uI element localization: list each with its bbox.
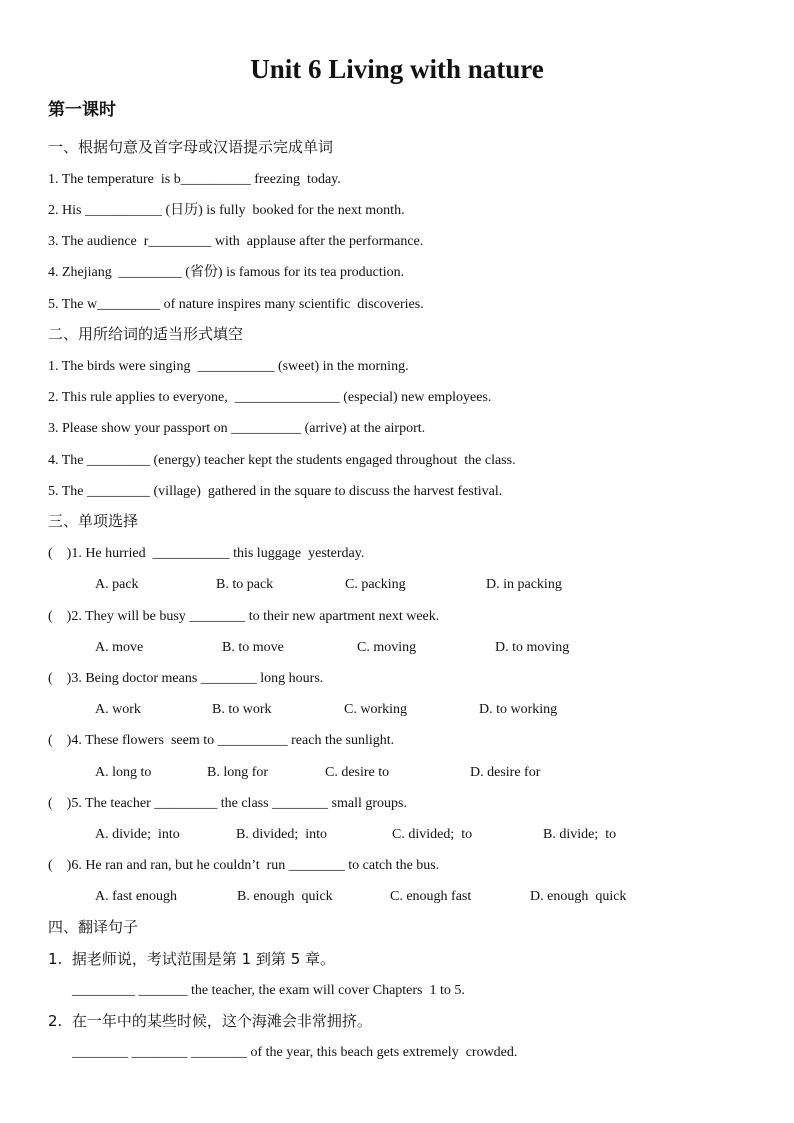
fill-word-item-1: 1. The temperature is b__________ freezing today. (48, 172, 341, 187)
choice-question-3: ( )3. Being doctor means ________ long hours. (48, 671, 324, 686)
word-form-item-2: 2. This rule applies to everyone, _______________ (especial) new employees. (48, 390, 492, 405)
choice-6-option-d: D. enough quick (530, 889, 627, 904)
section-heading-4: 四、翻译句子 (48, 918, 139, 936)
choice-4-option-a: A. long to (95, 765, 152, 780)
section-heading-3: 三、单项选择 (48, 512, 139, 530)
choice-3-option-a: A. work (95, 702, 141, 717)
choice-question-1: ( )1. He hurried ___________ this luggage yesterday. (48, 546, 365, 561)
choice-1-option-a: A. pack (95, 577, 139, 592)
choice-1-option-c: C. packing (345, 577, 406, 592)
choice-6-option-b: B. enough quick (237, 889, 333, 904)
choice-3-option-c: C. working (344, 702, 407, 717)
choice-2-option-c: C. moving (357, 640, 417, 655)
word-form-item-1: 1. The birds were singing ___________ (sweet) in the morning. (48, 359, 409, 374)
translate-prompt-1: 1. 据老师说，考试范围是第 1 到第 5 章。 (48, 950, 336, 968)
lesson-heading: 第一课时 (48, 100, 116, 119)
choice-4-option-c: C. desire to (325, 765, 390, 780)
choice-2-option-b: B. to move (222, 640, 284, 655)
word-form-item-5: 5. The _________ (village) gathered in the square to discuss the harvest festival. (48, 484, 503, 499)
translate-answer-2: ________ ________ ________ of the year, this beach gets extremely crowded. (72, 1045, 518, 1060)
choice-6-option-a: A. fast enough (95, 889, 178, 904)
page-title: Unit 6 Living with nature (250, 54, 544, 84)
fill-word-item-4: 4. Zhejiang _________ (省份) is famous for its tea production. (48, 265, 405, 280)
translate-prompt-2: 2. 在一年中的某些时候，这个海滩会非常拥挤。 (48, 1012, 372, 1030)
choice-3-option-b: B. to work (212, 702, 272, 717)
choice-2-option-d: D. to moving (495, 640, 570, 655)
section-heading-1: 一、根据句意及首字母或汉语提示完成单词 (48, 138, 334, 156)
choice-3-option-d: D. to working (479, 702, 558, 717)
choice-4-option-b: B. long for (207, 765, 269, 780)
choice-1-option-b: B. to pack (216, 577, 274, 592)
choice-4-option-d: D. desire for (470, 765, 541, 780)
choice-5-option-d: B. divide; to (543, 827, 617, 842)
fill-word-item-3: 3. The audience r_________ with applause after the performance. (48, 234, 424, 249)
choice-2-option-a: A. move (95, 640, 144, 655)
choice-question-2: ( )2. They will be busy ________ to their new apartment next week. (48, 609, 440, 624)
fill-word-item-5: 5. The w_________ of nature inspires many scientific discoveries. (48, 297, 424, 312)
choice-question-5: ( )5. The teacher _________ the class ________ small groups. (48, 796, 408, 811)
fill-word-item-2: 2. His ___________ (日历) is fully booked for the next month. (48, 203, 405, 218)
choice-5-option-b: B. divided; into (236, 827, 327, 842)
choice-5-option-a: A. divide; into (95, 827, 180, 842)
choice-1-option-d: D. in packing (486, 577, 562, 592)
word-form-item-3: 3. Please show your passport on __________ (arrive) at the airport. (48, 421, 426, 436)
choice-question-4: ( )4. These flowers seem to __________ reach the sunlight. (48, 733, 395, 748)
choice-question-6: ( )6. He ran and ran, but he couldn’t run ________ to catch the bus. (48, 858, 440, 873)
section-heading-2: 二、用所给词的适当形式填空 (48, 325, 244, 343)
choice-6-option-c: C. enough fast (390, 889, 472, 904)
choice-5-option-c: C. divided; to (392, 827, 473, 842)
translate-answer-1: _________ _______ the teacher, the exam will cover Chapters 1 to 5. (72, 983, 465, 998)
word-form-item-4: 4. The _________ (energy) teacher kept the students engaged throughout the class. (48, 453, 516, 468)
